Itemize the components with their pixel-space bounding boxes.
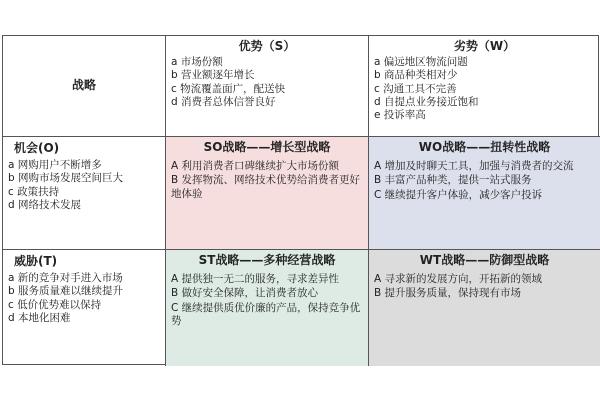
- wt-strategy-item: A 寻求新的发展方向，开拓新的领域: [374, 273, 543, 286]
- weaknesses-cell: [369, 36, 600, 137]
- strengths-title: 优势（S）: [238, 39, 296, 53]
- weakness-item: e 投诉率高: [374, 109, 426, 122]
- st-strategy-title: ST战略——多种经营战略: [198, 253, 336, 267]
- st-strategy-cell: [166, 250, 369, 366]
- threat-item: d 本地化困难: [8, 311, 71, 324]
- strength-item: a 市场份额: [171, 56, 223, 69]
- strength-item: c 物流覆盖面广，配送快: [171, 82, 286, 95]
- opportunities-title: 机会(O): [14, 141, 60, 155]
- swot-matrix: [2, 35, 599, 365]
- so-strategy-title: SO战略——增长型战略: [203, 140, 331, 154]
- weakness-item: c 沟通工具不完善: [374, 82, 457, 95]
- wt-strategy-title: WT战略——防御型战略: [419, 253, 550, 267]
- strength-item: b 营业额逐年增长: [171, 69, 255, 82]
- threats-cell: [3, 250, 166, 366]
- opportunity-item: a 网购用户不断增多: [8, 159, 102, 172]
- threat-item: c 低价优势难以保持: [8, 298, 102, 311]
- wo-strategy-item: B 丰富产品种类，提供一站式服务: [374, 174, 532, 187]
- corner-cell: [3, 36, 166, 137]
- strengths-cell: [166, 36, 369, 137]
- weakness-item: a 偏远地区物流问题: [374, 56, 468, 69]
- so-strategy-item: A 利用消费者口碑继续扩大市场份额: [171, 160, 340, 173]
- weakness-item: d 自提点业务接近饱和: [374, 95, 479, 108]
- so-strategy-item: B 发挥物流、网络技术优势给消费者更好地体验: [171, 174, 361, 200]
- st-strategy-item: B 做好安全保障，让消费者放心: [171, 287, 319, 300]
- threats-title: 威胁(T): [14, 254, 58, 268]
- wo-strategy-cell: [369, 137, 600, 250]
- strength-item: d 消费者总体信誉良好: [171, 95, 276, 108]
- opportunities-cell: [3, 137, 166, 250]
- wo-strategy-item: A 增加及时聊天工具，加强与消费者的交流: [374, 160, 574, 173]
- corner-label: 战略: [71, 78, 96, 93]
- wo-strategy-title: WO战略——扭转性战略: [418, 140, 551, 154]
- wt-strategy-item: B 提升服务质量，保持现有市场: [374, 287, 522, 300]
- opportunity-item: d 网络技术发展: [8, 198, 82, 211]
- st-strategy-item: A 提供独一无二的服务，寻求差异性: [171, 273, 340, 286]
- st-strategy-item: C 继续提供质优价廉的产品，保持竞争优势: [171, 301, 361, 327]
- weakness-item: b 商品种类相对少: [374, 69, 458, 82]
- threat-item: b 服务质量难以继续提升: [8, 285, 124, 298]
- so-strategy-cell: [166, 137, 369, 250]
- opportunity-item: c 政策扶持: [8, 185, 60, 198]
- wo-strategy-item: C 继续提升客户体验，减少客户投诉: [374, 188, 543, 201]
- opportunity-item: b 网购市场发展空间巨大: [8, 172, 124, 185]
- threat-item: a 新的竞争对手进入市场: [8, 272, 123, 285]
- wt-strategy-cell: [369, 250, 600, 366]
- weaknesses-title: 劣势（W）: [453, 39, 516, 53]
